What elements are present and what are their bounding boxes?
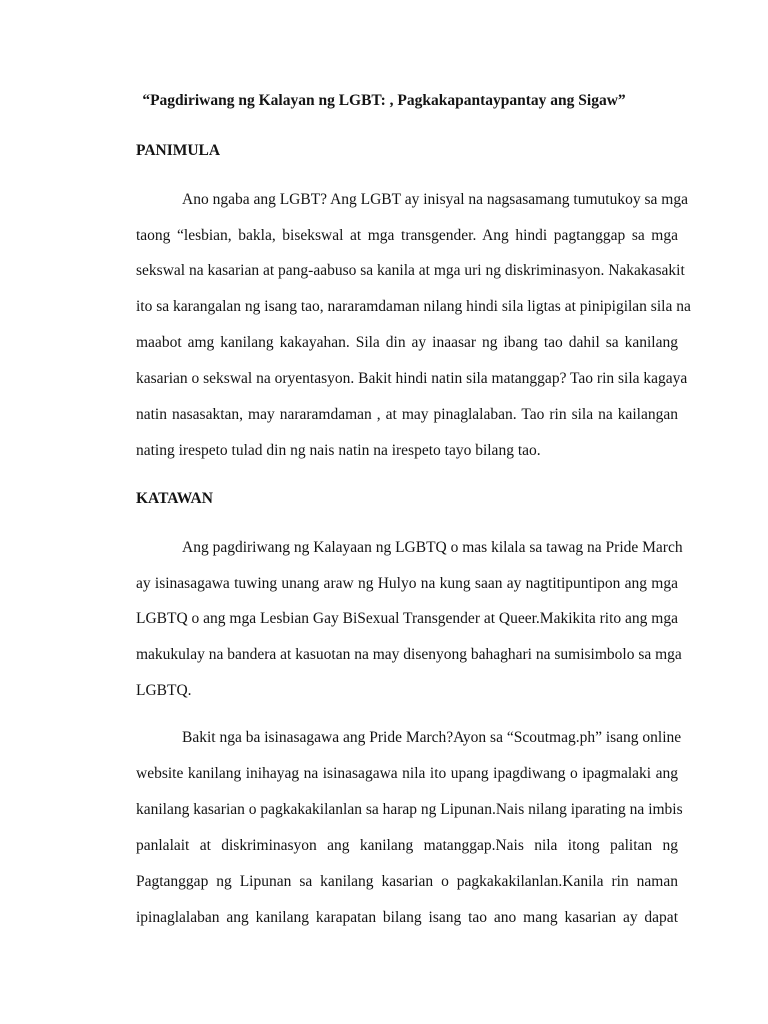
paragraph-line: LGBTQ o ang mga Lesbian Gay BiSexual Transgender at Queer.Makikita rito ang mga	[136, 610, 678, 627]
paragraph-line: nating irespeto tulad din ng nais natin na irespeto tayo bilang tao.	[136, 442, 541, 459]
paragraph-line: sekswal na kasarian at pang-aabuso sa kanila at mga uri ng diskriminasyon. Nakakasakit	[136, 262, 685, 279]
section-heading-panimula: PANIMULA	[136, 142, 221, 159]
paragraph-line: Ang pagdiriwang ng Kalayaan ng LGBTQ o mas kilala sa tawag na Pride March	[182, 539, 683, 556]
paragraph-line: ipinaglalaban ang kanilang karapatan bilang isang tao ano mang kasarian ay dapat	[136, 909, 678, 926]
paragraph-line: kasarian o sekswal na oryentasyon. Bakit hindi natin sila matanggap? Tao rin sila kagaya	[136, 370, 688, 387]
paragraph-line: Ano ngaba ang LGBT? Ang LGBT ay inisyal na nagsasamang tumutukoy sa mga	[182, 191, 688, 208]
paragraph-line: maabot amg kanilang kakayahan. Sila din ay inaasar ng ibang tao dahil sa kanilang	[136, 334, 678, 351]
paragraph-line: LGBTQ.	[136, 682, 192, 699]
document-title: “Pagdiriwang ng Kalayan ng LGBT: , Pagkakapantaypantay ang Sigaw”	[142, 92, 626, 109]
paragraph-line: natin nasasaktan, may nararamdaman , at may pinaglalaban. Tao rin sila na kailangan	[136, 406, 678, 423]
paragraph-line: makukulay na bandera at kasuotan na may disenyong bahaghari na sumisimbolo sa mga	[136, 646, 682, 663]
paragraph-line: taong “lesbian, bakla, bisekswal at mga transgender. Ang hindi pagtanggap sa mga	[136, 227, 678, 244]
paragraph-line: Bakit nga ba isinasagawa ang Pride March?Ayon sa “Scoutmag.ph” isang online	[182, 729, 682, 746]
paragraph-line: ay isinasagawa tuwing unang araw ng Hulyo na kung saan ay nagtitipuntipon ang mga	[136, 575, 678, 592]
paragraph-line: ito sa karangalan ng isang tao, nararamdaman nilang hindi sila ligtas at pinipigilan sila na	[136, 298, 691, 315]
paragraph-line: kanilang kasarian o pagkakakilanlan sa harap ng Lipunan.Nais nilang iparating na imbis	[136, 801, 683, 818]
paragraph-line: panlalait at diskriminasyon ang kanilang matanggap.Nais nila itong palitan ng	[136, 837, 678, 854]
section-heading-katawan: KATAWAN	[136, 490, 213, 507]
paragraph-line: website kanilang inihayag na isinasagawa nila ito upang ipagdiwang o ipagmalaki ang	[136, 765, 678, 782]
paragraph-line: Pagtanggap ng Lipunan sa kanilang kasarian o pagkakakilanlan.Kanila rin naman	[136, 873, 678, 890]
